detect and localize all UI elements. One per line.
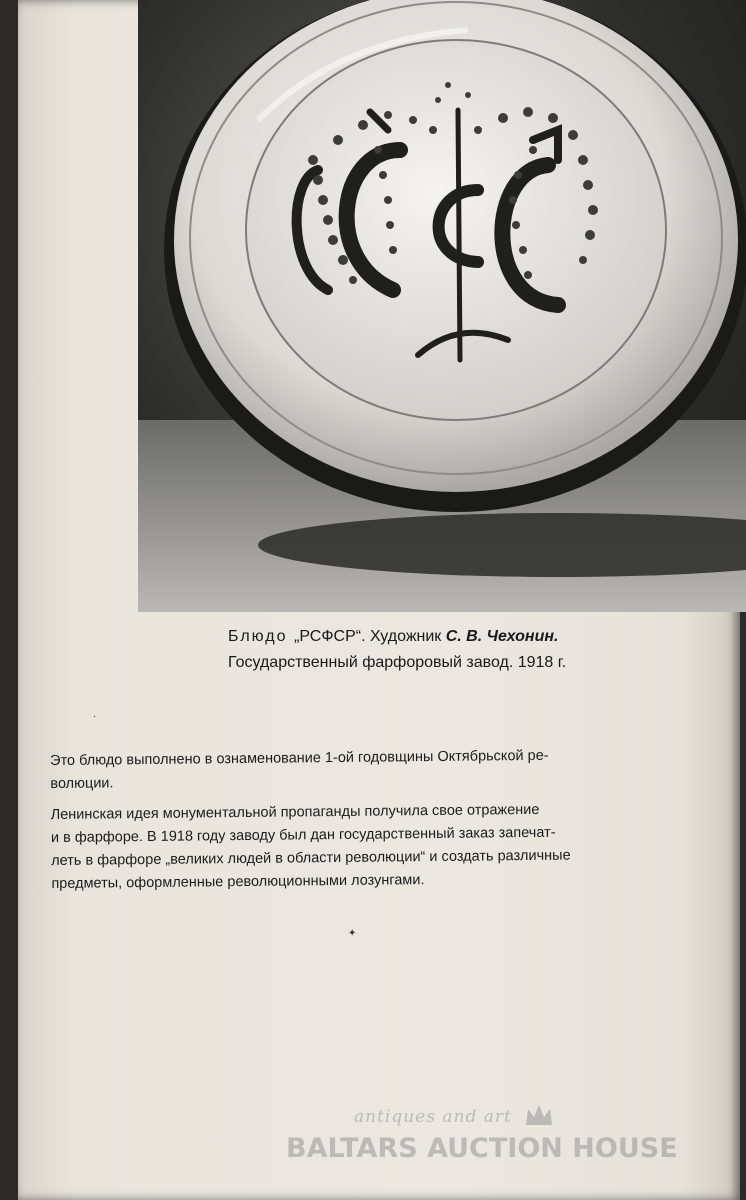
crown-icon [524,1101,554,1129]
paragraph-1 [50,744,670,796]
plate-well [246,40,666,420]
caption-artist-label: . Художник [361,628,446,645]
caption-object: Блюдо [228,628,294,645]
paragraph-2-line: и в фарфоре. В 1918 году заводу был дан государственный заказ запечат- [50,824,556,846]
body-text [50,744,672,904]
caption-title: „РСФСР“ [293,628,362,645]
paragraph-2 [51,798,672,896]
plate-image [138,0,746,612]
paragraph-2-line: леть в фарфоре „великих людей в области революции“ и создать различные [51,847,571,869]
paragraph-1-line: Это блюдо выполнено в ознаменование 1-ой годовщины Октябрьской ре- [50,747,549,769]
plate-photograph [138,0,746,612]
print-speck: ✦ [348,928,357,939]
book-page [18,0,740,1200]
caption-line-2: Государственный фарфоровый завод. 1918 г. [228,654,567,671]
caption-line-1 [228,624,668,650]
watermark-tagline: antiques and art [354,1107,512,1127]
photo-caption [228,624,668,676]
caption-artist: С. В. Чехонин. [445,628,559,645]
print-speck: · [93,712,97,723]
watermark-name: BALTARS AUCTION HOUSE [286,1133,678,1164]
paragraph-1-line: волюции. [50,775,114,792]
auction-watermark [286,1105,686,1175]
paragraph-2-line: Ленинская идея монументальной пропаганды получила свое отражение [50,801,540,823]
paragraph-2-line: предметы, оформленные революционными лозунгами. [51,872,425,892]
